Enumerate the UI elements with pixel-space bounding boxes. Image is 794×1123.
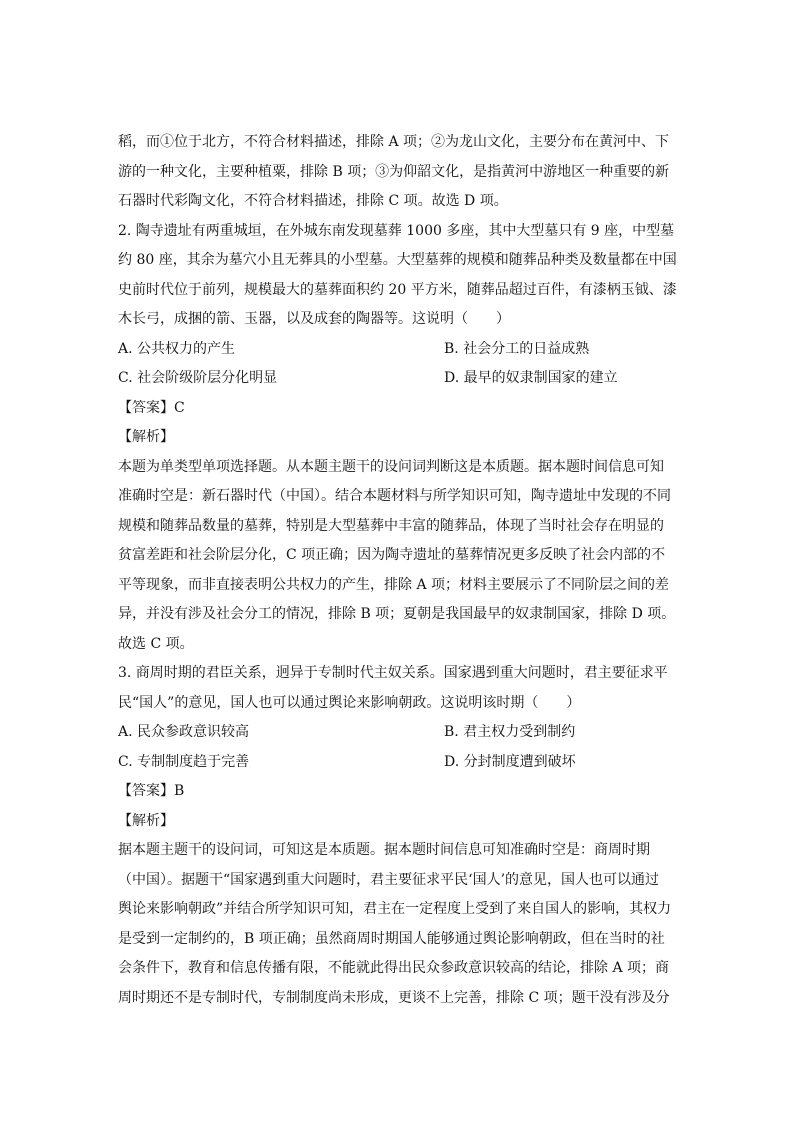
analysis-line: （中国）。据题干“国家遇到重大问题时，君主要征求平民‘国人’的意见，国人也可以通过 xyxy=(118,871,660,888)
analysis-line: 平等现象，而非直接表明公共权力的产生，排除 A 项；材料主要展示了不同阶层之间的差 xyxy=(118,576,670,593)
option-a: A. 公共权力的产生 xyxy=(118,340,236,357)
analysis-line: 故选 C 项。 xyxy=(118,635,194,652)
question-stem-line: 史前时代位于前列，规模最大的墓葬面积约 20 平方米，随葬品超过百件，有漆柄玉钺、漆 xyxy=(118,281,677,298)
analysis-line: 异，并没有涉及社会分工的情况，排除 B 项；夏朝是我国最早的奴隶制国家，排除 D 项。 xyxy=(118,606,676,622)
option-c: C. 专制制度趋于完善 xyxy=(118,753,250,770)
option-d: D. 分封制度遭到破坏 xyxy=(444,753,576,770)
options-row xyxy=(118,748,678,778)
analysis-line: 本题为单类型单项选择题。从本题主题干的设问词判断这是本质题。据本题时间信息可知 xyxy=(118,458,664,475)
question-stem-line: 民“国人”的意见，国人也可以通过舆论来影响朝政。这说明该时期（ ） xyxy=(118,694,581,711)
analysis-line: 舆论来影响朝政”并结合所学知识可知，君主在一定程度上受到了来自国人的影响，其权力 xyxy=(118,901,672,917)
analysis-line: 是受到一定制约的，B 项正确；虽然商周时期国人能够通过舆论影响朝政，但在当时的社 xyxy=(118,930,665,947)
answer-label: 【答案】C xyxy=(118,399,185,416)
text-line: 游的一种文化，主要种植粟，排除 B 项；③为仰韶文化，是指黄河中游地区一种重要的新 xyxy=(118,163,670,180)
question-3 xyxy=(118,659,678,1013)
option-c: C. 社会阶级阶层分化明显 xyxy=(118,370,278,386)
option-b: B. 君主权力受到制约 xyxy=(444,724,576,740)
analysis-line: 据本题主题干的设问词，可知这是本质题。据本题时间信息可知准确时空是：商周时期 xyxy=(118,842,650,858)
option-b: B. 社会分工的日益成熟 xyxy=(444,340,590,357)
options-row xyxy=(118,335,678,365)
text-line: 稻，而①位于北方，不符合材料描述，排除 A 项；②为龙山文化，主要分布在黄河中、下 xyxy=(118,134,670,150)
options-row xyxy=(118,718,678,748)
analysis-line: 会条件下，教育和信息传播有限，不能就此得出民众参政意识较高的结论，排除 A 项；商 xyxy=(118,960,670,976)
page-content xyxy=(118,128,678,1013)
question-stem-line: 约 80 座，其余为墓穴小且无葬具的小型墓。大型墓葬的规模和随葬品种类及数量都在中国 xyxy=(118,252,677,268)
analysis-label: 【解析】 xyxy=(118,812,174,829)
options-row xyxy=(118,364,678,394)
text-line: 石器时代彩陶文化，不符合材料描述，排除 C 项。故选 D 项。 xyxy=(118,193,508,209)
option-a: A. 民众参政意识较高 xyxy=(118,724,250,740)
analysis-label: 【解析】 xyxy=(118,429,174,445)
analysis-line: 规模和随葬品数量的墓葬，特别是大型墓葬中丰富的随葬品，体现了当时社会存在明显的 xyxy=(118,517,664,534)
analysis-line: 准确时空是：新石器时代（中国）。结合本题材料与所学知识可知，陶寺遗址中发现的不同 xyxy=(118,488,671,504)
previous-analysis-continuation xyxy=(118,128,678,217)
question-stem-line: 木长弓，成捆的箭、玉器，以及成套的陶器等。这说明（ ） xyxy=(118,311,510,327)
analysis-line: 周时期还不是专制时代，专制制度尚未形成，更谈不上完善，排除 C 项；题干没有涉及分 xyxy=(118,989,670,1006)
answer-label: 【答案】B xyxy=(118,783,185,799)
option-d: D. 最早的奴隶制国家的建立 xyxy=(444,370,618,386)
question-stem-line: 3. 商周时期的君臣关系，迥异于专制时代主奴关系。国家遇到重大问题时，君主要征求平 xyxy=(118,665,668,681)
analysis-line: 贫富差距和社会阶层分化，C 项正确；因为陶寺遗址的墓葬情况更多反映了社会内部的不 xyxy=(118,547,666,563)
question-2 xyxy=(118,217,678,660)
question-stem-line: 2. 陶寺遗址有两重城垣，在外城东南发现墓葬 1000 多座，其中大型墓只有 9 座，中型墓 xyxy=(118,222,675,239)
